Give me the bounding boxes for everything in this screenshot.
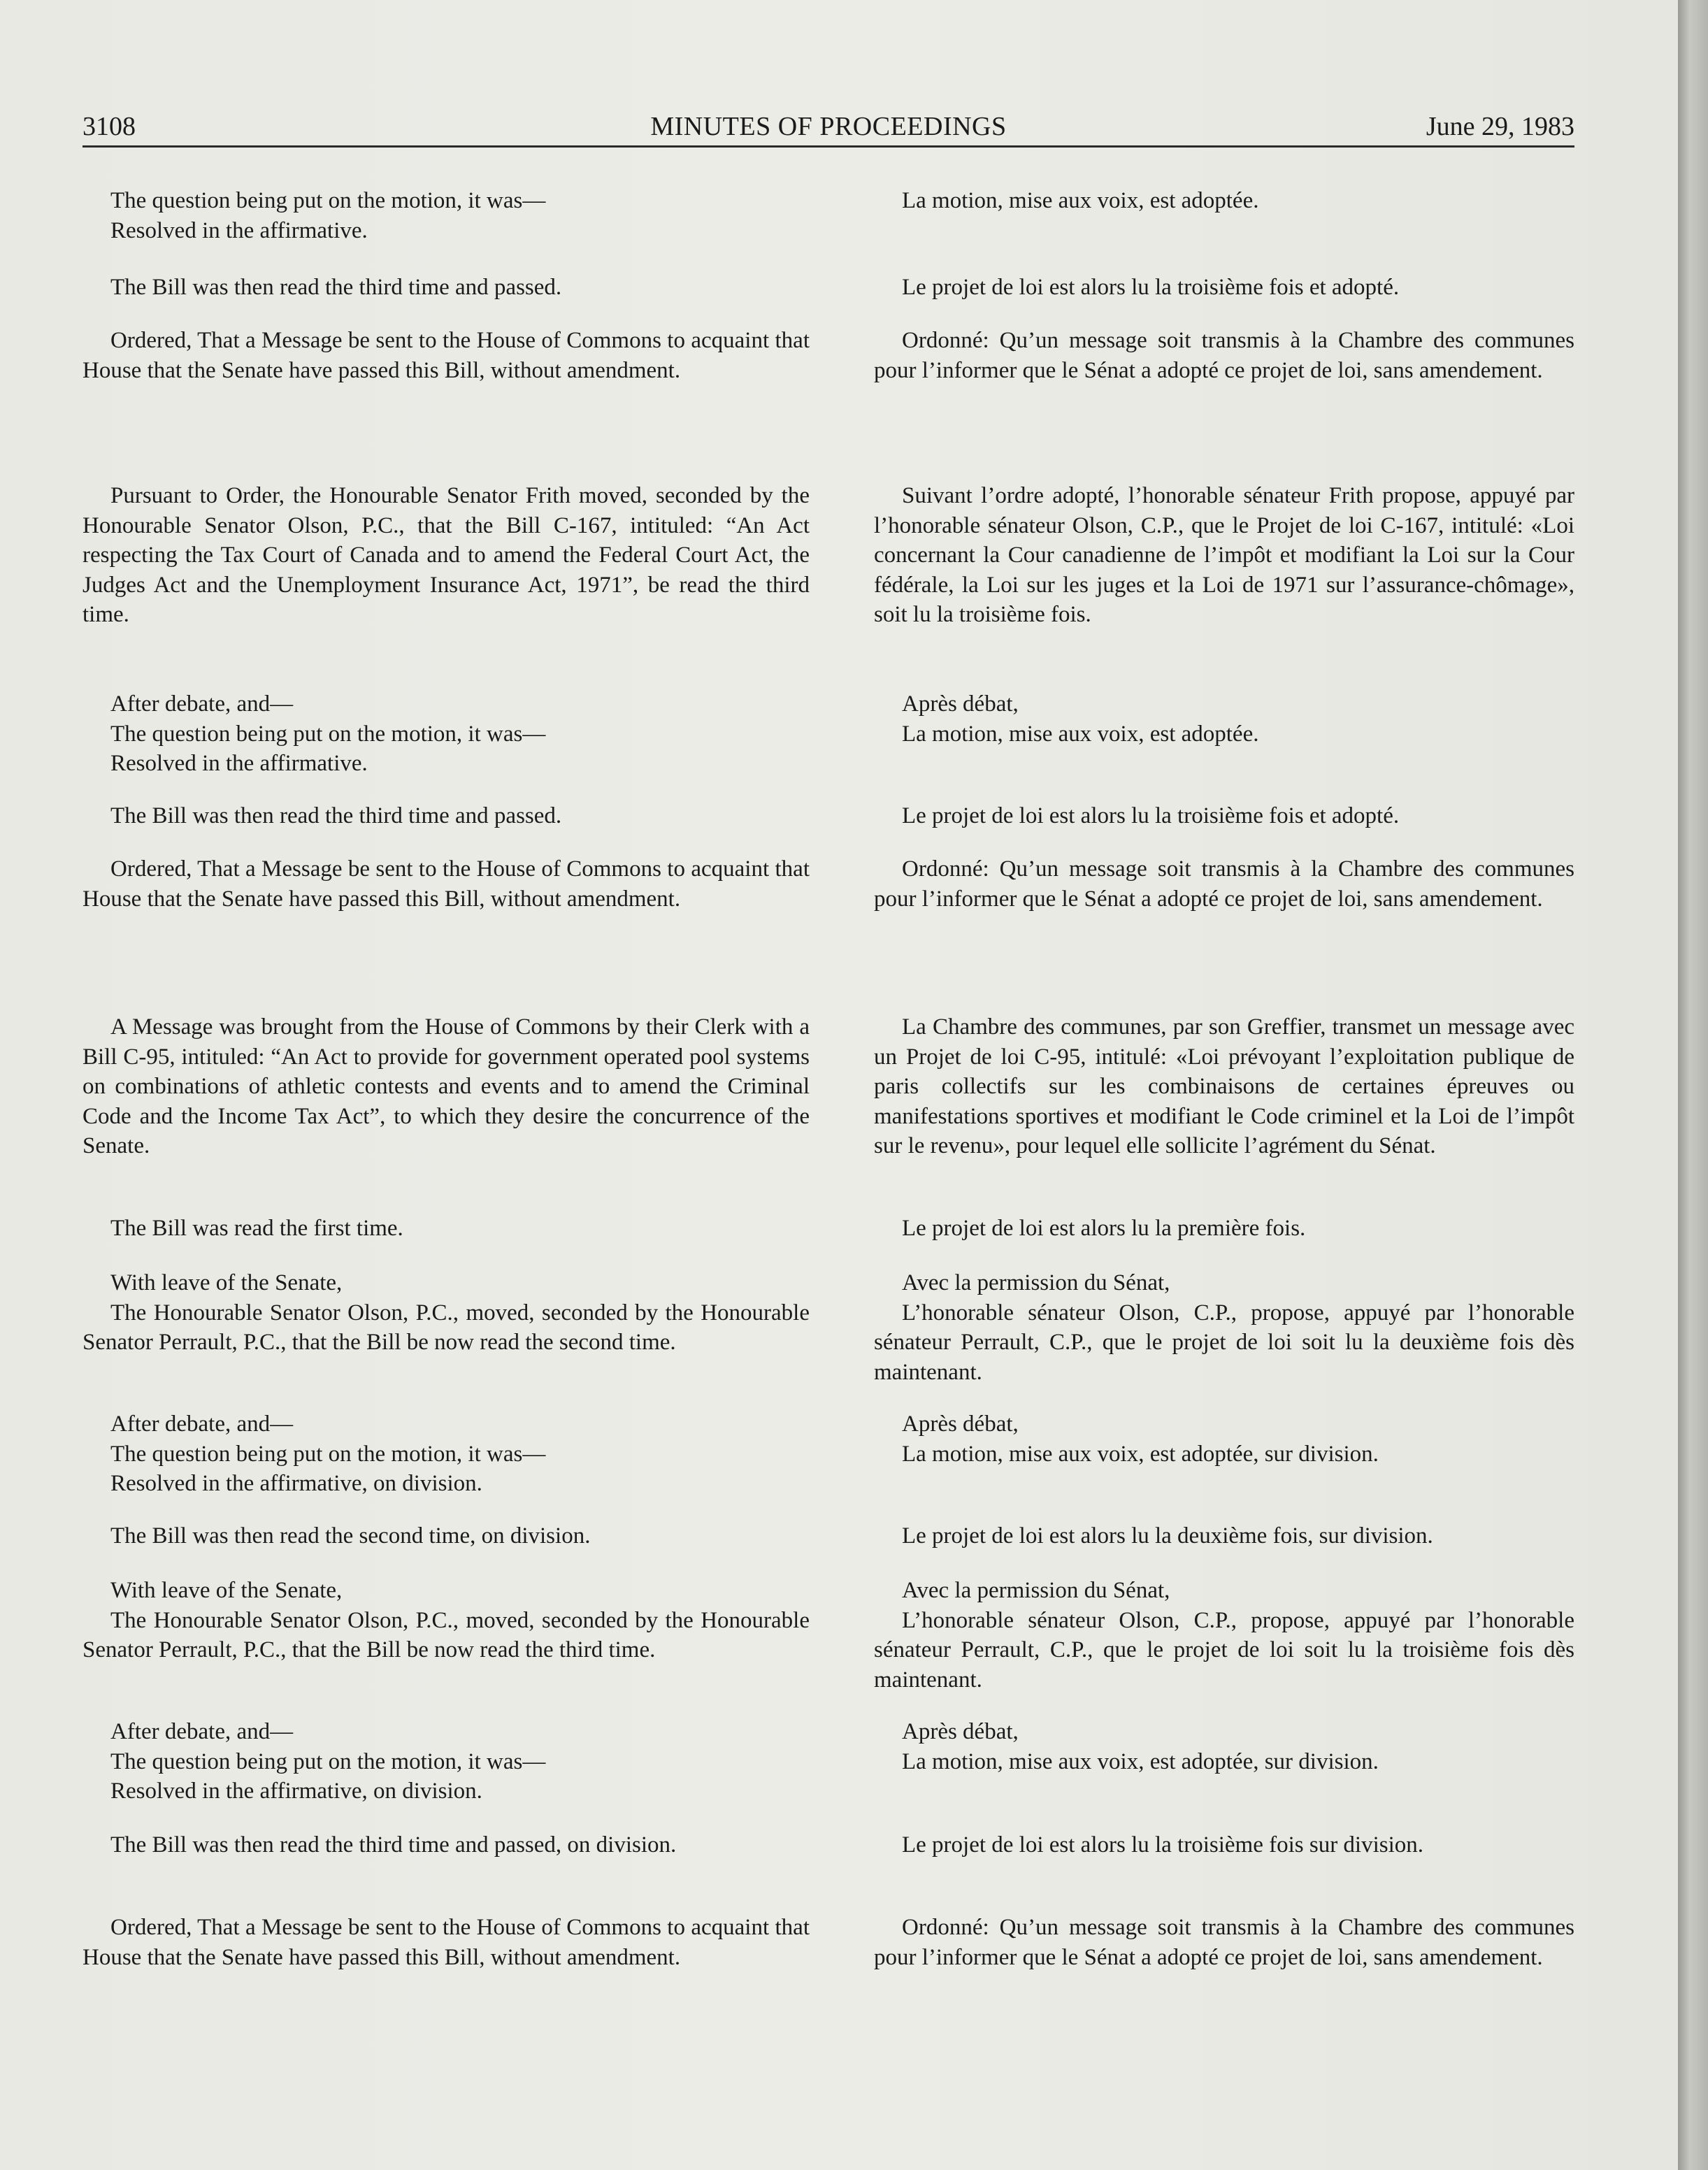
page-number: 3108 [82,112,136,141]
en-line: The question being put on the motion, it was— [110,1748,546,1774]
fr-paragraph-7: Ordonné: Qu’un message soit transmis à la Chambre des communes pour l’informer que le Sénat a adopté ce projet de loi, sans amendement. [874,856,1574,912]
fr-paragraph-10 [874,1268,1574,1387]
fr-paragraph-9: Le projet de loi est alors lu la première fois. [902,1216,1306,1241]
en-line: Resolved in the affirmative. [110,751,368,776]
en-line: Resolved in the affirmative, on division. [110,1779,482,1804]
en-line: The Honourable Senator Olson, P.C., moved, seconded by the Honourable Senator Perrault, P.C., that the Bill be now read the third time. [82,1607,810,1662]
en-paragraph-13 [82,1576,810,1665]
page-date: June 29, 1983 [1426,112,1574,141]
fr-paragraph-5 [874,689,1574,749]
en-paragraph-7: Ordered, That a Message be sent to the House of Commons to acquaint that House that the Senate have passed this Bill, without amendment. [82,856,810,912]
fr-line: Avec la permission du Sénat, [902,1270,1170,1295]
fr-paragraph-6: Le projet de loi est alors lu la troisième fois et adopté. [902,803,1400,828]
en-paragraph-6: The Bill was then read the third time and passed. [110,803,562,828]
en-line: After debate, and— [110,1411,294,1437]
en-line: With leave of the Senate, [110,1578,343,1603]
fr-paragraph-3: Ordonné: Qu’un message soit transmis à la Chambre des communes pour l’informer que le Sénat a adopté ce projet de loi, sans amendement. [874,328,1574,383]
en-paragraph-11 [82,1409,810,1499]
en-line: The question being put on the motion, it was— [110,188,546,213]
fr-line: La motion, mise aux voix, est adoptée, sur division. [902,1748,1379,1774]
en-paragraph-15: The Bill was then read the third time and passed, on division. [110,1832,677,1858]
en-line: The question being put on the motion, it was— [110,721,546,747]
fr-line: La motion, mise aux voix, est adoptée. [902,721,1259,747]
fr-line: L’honorable sénateur Olson, C.P., propose, appuyé par l’honorable sénateur Perrault, C.P., que le projet de loi soit lu la deuxième fois dès maintenant. [874,1300,1574,1385]
fr-paragraph-2: Le projet de loi est alors lu la troisième fois et adopté. [902,275,1400,300]
en-paragraph-10 [82,1268,810,1358]
page-title: MINUTES OF PROCEEDINGS [650,112,1007,141]
en-line: Resolved in the affirmative, on division. [110,1471,482,1496]
en-paragraph-1 [82,186,810,245]
english-column [82,0,810,2170]
en-paragraph-9: The Bill was read the first time. [110,1216,403,1241]
fr-line: L’honorable sénateur Olson, C.P., propose, appuyé par l’honorable sénateur Perrault, C.P., que le projet de loi soit lu la troisième fois dès maintenant. [874,1607,1574,1693]
en-line: Resolved in the affirmative. [110,217,368,243]
en-paragraph-12: The Bill was then read the second time, on division. [110,1523,591,1549]
fr-paragraph-8: La Chambre des communes, par son Greffier, transmet un message avec un Projet de loi C-95, intitulé: «Loi prévoyant l’exploitation publique de paris collectifs sur les combinaisons de certaines épreuves ou manifestations sportives et modifiant le Code criminel et la Loi de l’impôt sur le revenu», pour lequel elle sollicite l’agrément du Sénat. [874,1014,1574,1158]
fr-paragraph-1: La motion, mise aux voix, est adoptée. [902,188,1259,213]
fr-line: Après débat, [902,1411,1019,1437]
en-paragraph-16: Ordered, That a Message be sent to the House of Commons to acquaint that House that the Senate have passed this Bill, without amendment. [82,1915,810,1970]
binding-edge [1678,0,1708,2170]
en-paragraph-14 [82,1717,810,1806]
fr-paragraph-16: Ordonné: Qu’un message soit transmis à la Chambre des communes pour l’informer que le Sénat a adopté ce projet de loi, sans amendement. [874,1915,1574,1970]
fr-line: Après débat, [902,691,1019,717]
fr-paragraph-11 [874,1409,1574,1469]
fr-line: Avec la permission du Sénat, [902,1578,1170,1603]
en-paragraph-8: A Message was brought from the House of Commons by their Clerk with a Bill C-95, intituled: “An Act to provide for government operated pool systems on combinations of athletic contests and events and to amend the Criminal Code and the Income Tax Act”, to which they desire the concurrence of the Senate. [82,1014,810,1158]
fr-paragraph-4: Suivant l’ordre adopté, l’honorable sénateur Frith propose, appuyé par l’honorable sénateur Olson, C.P., que le Projet de loi C-167, intitulé: «Loi concernant la Cour canadienne de l’impôt et modifiant la Loi sur la Cour fédérale, la Loi sur les juges et la Loi de 1971 sur l’assurance-chômage», soit lu la troisième fois. [874,483,1574,627]
en-paragraph-2: The Bill was then read the third time and passed. [110,275,562,300]
en-line: The question being put on the motion, it was— [110,1441,546,1467]
en-line: After debate, and— [110,1719,294,1744]
fr-paragraph-14 [874,1717,1574,1776]
en-line: After debate, and— [110,691,294,717]
en-paragraph-4: Pursuant to Order, the Honourable Senator Frith moved, seconded by the Honourable Senator Olson, P.C., that the Bill C-167, intituled: “An Act respecting the Tax Court of Canada and to amend the Federal Court Act, the Judges Act and the Unemployment Insurance Act, 1971”, be read the third time. [82,483,810,627]
fr-paragraph-12: Le projet de loi est alors lu la deuxième fois, sur division. [902,1523,1433,1549]
french-column [874,0,1574,2170]
en-paragraph-3: Ordered, That a Message be sent to the House of Commons to acquaint that House that the Senate have passed this Bill, without amendment. [82,328,810,383]
fr-line: La motion, mise aux voix, est adoptée, sur division. [902,1441,1379,1467]
fr-paragraph-13 [874,1576,1574,1695]
fr-paragraph-15: Le projet de loi est alors lu la troisième fois sur division. [902,1832,1424,1858]
en-paragraph-5 [82,689,810,779]
en-line: The Honourable Senator Olson, P.C., moved, seconded by the Honourable Senator Perrault, P.C., that the Bill be now read the second time. [82,1300,810,1355]
fr-line: Après débat, [902,1719,1019,1744]
en-line: With leave of the Senate, [110,1270,343,1295]
